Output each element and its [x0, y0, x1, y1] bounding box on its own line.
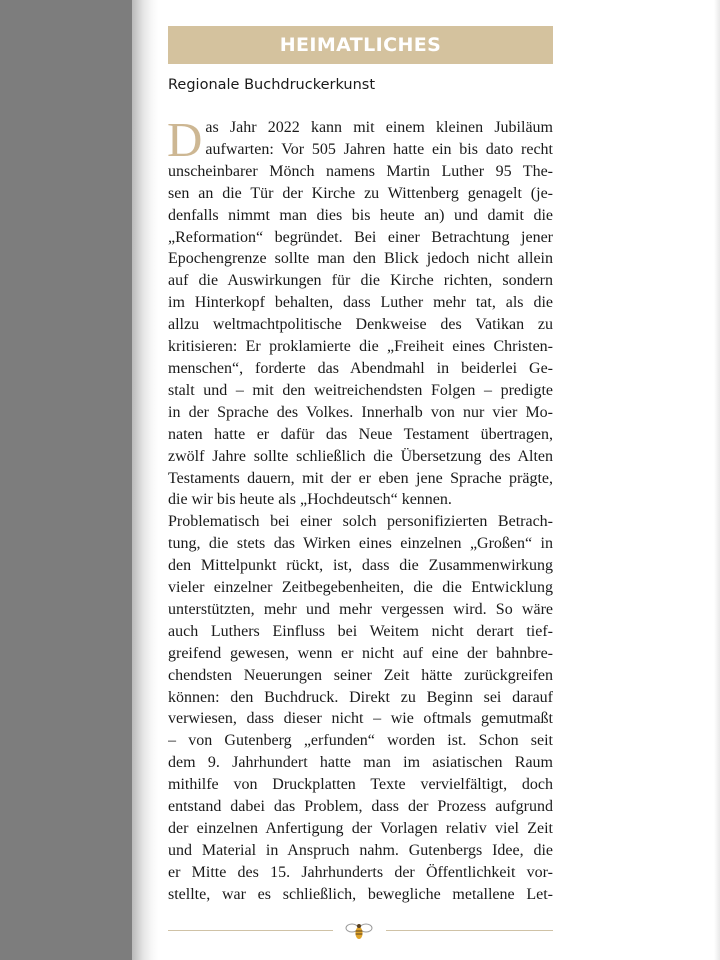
- article-line: unterstützten, mehr und mehr vergessen wird. So wäre: [168, 600, 553, 618]
- article-line: Testaments dauern, mit der er eben jene Sprache prägte,: [168, 469, 553, 487]
- article-line: können: den Buchdruck. Direkt zu Beginn sei darauf: [168, 688, 553, 706]
- article-line: er Mitte des 15. Jahrhunderts der Öffentlichkeit vor-: [168, 863, 553, 881]
- article-line: entstand dabei das Problem, dass der Prozess aufgrund: [168, 798, 553, 816]
- article-line: auch Luthers Einfluss bei Weitem nicht derart tief-: [168, 622, 553, 640]
- article-body: [167, 112, 553, 906]
- magazine-page: [168, 26, 553, 906]
- article-line: den Mittelpunkt rückt, ist, dass die Zusammenwirkung: [168, 557, 553, 575]
- article-line: denfalls nimmt man dies bis heute an) und damit die: [168, 206, 553, 224]
- article-line: im Hinterkopf behalten, dass Luther mehr tat, als die: [168, 294, 553, 312]
- article-line: kritisieren: Er proklamierte die „Freiheit eines Christen-: [168, 338, 553, 356]
- article-line: die wir bis heute als „Hochdeutsch“ kennen.: [168, 491, 452, 509]
- article-line: der einzelnen Anfertigung der Vorlagen relativ viel Zeit: [168, 820, 553, 837]
- article-line: in der Sprache des Volkes. Innerhalb von nur vier Mo-: [168, 403, 553, 421]
- article-line: dem 9. Jahrhundert hatte man im asiatischen Raum: [168, 754, 553, 772]
- article-line: chendsten Neuerungen seiner Zeit hätte zurückgreifen: [168, 666, 553, 684]
- article-line: mithilfe von Druckplatten Texte vervielfältigt, doch: [168, 776, 553, 794]
- viewer-gutter: [0, 0, 132, 960]
- article-line: zwölf Jahre sollte schließlich die Übersetzung des Alten: [168, 447, 553, 465]
- article-line: as Jahr 2022 kann mit einem kleinen Jubiläum: [205, 119, 553, 136]
- article-line: aufwarten: Vor 505 Jahren hatte ein bis dato recht: [205, 140, 553, 158]
- footer-rule-right: [386, 930, 553, 931]
- footer-rule-left: [168, 930, 333, 931]
- article-line: unscheinbarer Mönch namens Martin Luther 95 The-: [168, 162, 553, 180]
- bee-icon: [343, 921, 375, 941]
- article-line: „Reformation“ begründet. Bei einer Betrachtung jener: [168, 228, 553, 246]
- article-line: vieler einzelner Zeitbegebenheiten, die die Entwicklung: [168, 579, 553, 597]
- article-line: verwiesen, dass dieser nicht – wie oftmals gemutmaßt: [168, 710, 553, 728]
- drop-cap: D: [167, 112, 203, 167]
- article-line: und Material in Anspruch nahm. Gutenbergs Idee, die: [168, 841, 553, 859]
- article-subtitle: Regionale Buchdruckerkunst: [168, 77, 376, 93]
- article-line: auf die Auswirkungen für die Kirche richten, sondern: [168, 272, 553, 290]
- page-edge: [714, 0, 720, 960]
- article-line: – von Gutenberg „erfunden“ worden ist. Schon seit: [168, 732, 553, 750]
- article-line: greifend gewesen, wenn er nicht auf eine der bahnbre-: [168, 644, 553, 662]
- article-line: allzu weltmachtpolitische Denkweise des Vatikan zu: [168, 316, 553, 334]
- section-banner: [168, 26, 553, 64]
- article-line: menschen“, forderte das Abendmahl in beiderlei Ge-: [168, 359, 553, 377]
- article-line: Problematisch bei einer solch personifizierten Betrach-: [168, 513, 553, 531]
- article-line: sen an die Tür der Kirche zu Wittenberg genagelt (je-: [168, 184, 553, 202]
- article-line: stellte, war es schließlich, bewegliche metallene Let-: [168, 885, 553, 903]
- page-spine-shadow: [132, 0, 158, 960]
- article-line: Epochengrenze sollte man den Blick jedoch nicht allein: [168, 250, 553, 268]
- section-title: HEIMATLICHES: [279, 34, 442, 56]
- article-line: tung, die stets das Wirken eines einzelnen „Großen“ in: [168, 535, 553, 553]
- article-line: stalt und – mit den weitreichendsten Folgen – predigte: [168, 381, 553, 399]
- article-line: naten hatte er dafür das Neue Testament übertragen,: [168, 425, 553, 443]
